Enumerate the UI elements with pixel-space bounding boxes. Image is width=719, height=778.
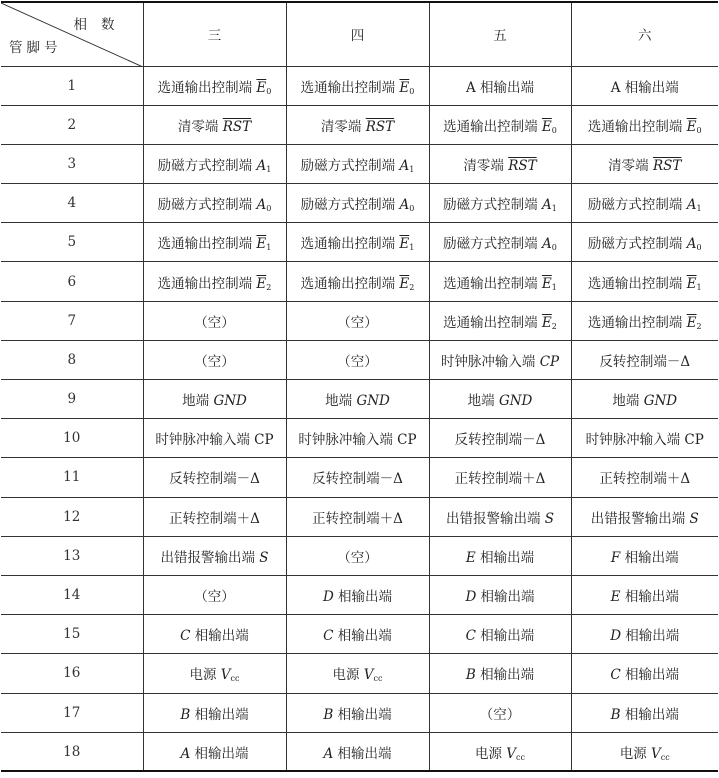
pin-function-cell-five — [429, 301, 571, 340]
table-row — [1, 458, 718, 497]
cell-text: 选通输出控制端 — [587, 275, 687, 292]
corner-label-pin-number: 管脚号 — [9, 39, 62, 56]
table-row — [1, 223, 718, 262]
signal-symbol: $\overline{RST}$ — [508, 157, 537, 174]
cell-text: 相输出端 — [475, 549, 535, 566]
table-row — [1, 615, 718, 654]
pin-table-body — [1, 2, 718, 771]
pin-function-cell-five — [429, 223, 571, 262]
signal-symbol: $\overline{E}$ — [256, 79, 267, 96]
table-row — [1, 497, 718, 536]
phase-letter: A — [323, 745, 334, 762]
pin-number-cell: 15 — [1, 615, 143, 654]
signal-symbol: A — [686, 236, 697, 253]
cell-text: 相输出端 — [333, 745, 392, 762]
cell-text: 励磁方式控制端 — [587, 197, 687, 214]
signal-subscript: cc — [230, 674, 240, 684]
cell-text: （空） — [337, 314, 378, 331]
pin-function-cell-six — [571, 340, 718, 379]
pin-function-cell-six — [571, 223, 718, 262]
pin-function-cell-five — [429, 144, 571, 183]
signal-symbol: $\overline{E}$ — [686, 118, 697, 135]
signal-symbol: A — [256, 157, 267, 174]
pin-function-cell-three — [143, 262, 286, 301]
cell-text: 反转控制端－Δ — [312, 471, 403, 488]
pin-function-cell-four — [286, 575, 429, 614]
cell-text: 清零端 — [320, 118, 366, 135]
pin-function-cell-five — [429, 262, 571, 301]
phase-letter: B — [610, 706, 621, 723]
pin-function-cell-six — [571, 654, 718, 693]
signal-subscript: cc — [516, 752, 525, 762]
cell-text: 反转控制端－Δ — [454, 432, 546, 449]
pin-function-cell-five — [429, 497, 571, 536]
pin-function-cell-three — [143, 419, 286, 458]
corner-label-phase-count: 相数 — [73, 17, 129, 33]
table-row — [1, 654, 718, 693]
pin-function-cell-three — [143, 693, 286, 732]
signal-subscript: cc — [660, 752, 670, 762]
signal-subscript: 0 — [696, 243, 702, 253]
pin-function-cell-three — [143, 615, 286, 654]
pin-function-cell-three — [143, 223, 286, 262]
pin-number-cell: 10 — [1, 419, 143, 458]
phase-letter: B — [180, 706, 191, 723]
cell-text: 地端 — [612, 393, 644, 410]
cell-text: 正转控制端＋Δ — [169, 510, 260, 527]
table-row — [1, 419, 718, 458]
pin-function-cell-four — [286, 184, 429, 223]
pin-function-cell-three — [143, 497, 286, 536]
cell-text: 相输出端 — [190, 628, 249, 645]
signal-subscript: 2 — [551, 321, 557, 331]
pin-function-cell-six — [571, 732, 718, 771]
pin-function-cell-three — [143, 458, 286, 497]
cell-text: 相输出端 — [190, 706, 249, 723]
cell-text: 相输出端 — [476, 589, 535, 606]
signal-symbol: S — [259, 549, 269, 566]
signal-symbol: $\overline{E}$ — [256, 275, 267, 292]
signal-subscript: 2 — [266, 282, 272, 292]
pin-function-cell-six — [571, 536, 718, 575]
signal-symbol: $\overline{RST}$ — [365, 118, 395, 135]
pin-number-cell: 3 — [1, 144, 143, 183]
signal-symbol: A — [256, 197, 267, 214]
cell-text: 出错报警输出端 — [590, 510, 690, 527]
phase-letter: E — [465, 549, 476, 566]
signal-subscript: 1 — [696, 282, 702, 292]
phase-letter: C — [610, 667, 621, 684]
cell-text: 选通输出控制端 — [443, 118, 542, 135]
cell-text: 电源 — [474, 745, 507, 762]
signal-symbol: GND — [643, 393, 678, 410]
table-row — [1, 66, 718, 105]
signal-subscript: 2 — [696, 321, 702, 331]
pin-number-cell: 14 — [1, 575, 143, 614]
signal-subscript: 0 — [551, 243, 557, 253]
signal-subscript: 0 — [409, 86, 415, 96]
cell-text: 相输出端 — [620, 589, 679, 606]
cell-text: 相输出端 — [333, 706, 392, 723]
pin-function-cell-four — [286, 458, 429, 497]
signal-subscript: 0 — [409, 204, 415, 214]
cell-text: 电源 — [189, 667, 221, 684]
phase-letter: C — [180, 628, 191, 645]
pin-function-cell-three — [143, 144, 286, 183]
cell-text: 选通输出控制端 — [157, 275, 257, 292]
cell-text: A 相输出端 — [465, 79, 535, 96]
pin-function-cell-five — [429, 458, 571, 497]
pin-function-cell-four — [286, 144, 429, 183]
signal-symbol: GND — [213, 393, 247, 410]
cell-text: 励磁方式控制端 — [300, 157, 400, 174]
table-row — [1, 144, 718, 183]
signal-symbol: $\overline{E}$ — [399, 275, 410, 292]
signal-symbol: $\overline{RST}$ — [652, 157, 682, 174]
cell-text: 选通输出控制端 — [300, 236, 400, 253]
signal-symbol: $\overline{RST}$ — [222, 118, 252, 135]
cell-text: 正转控制端＋Δ — [312, 510, 403, 527]
signal-subscript: 0 — [696, 125, 702, 135]
pin-function-cell-five — [429, 575, 571, 614]
signal-symbol: $\overline{E}$ — [541, 118, 552, 135]
pin-function-cell-six — [571, 419, 718, 458]
pin-function-cell-three — [143, 105, 286, 144]
pin-function-cell-four — [286, 536, 429, 575]
phase-letter: D — [465, 589, 477, 606]
cell-text: 励磁方式控制端 — [157, 157, 257, 174]
cell-text: （空） — [337, 549, 378, 566]
cell-text: 电源 — [332, 667, 364, 684]
cell-text: 选通输出控制端 — [157, 79, 257, 96]
cell-text: 清零端 — [463, 157, 509, 174]
signal-subscript: 1 — [266, 243, 272, 253]
pin-function-cell-six — [571, 380, 718, 419]
pin-function-cell-five — [429, 105, 571, 144]
phase-letter: C — [323, 628, 334, 645]
cell-text: 相输出端 — [475, 667, 535, 684]
pin-function-cell-three — [143, 732, 286, 771]
cell-text: 励磁方式控制端 — [443, 236, 542, 253]
pin-function-cell-five — [429, 419, 571, 458]
signal-symbol: A — [686, 197, 697, 214]
pin-function-cell-five — [429, 340, 571, 379]
cell-text: 正转控制端＋Δ — [599, 471, 691, 488]
signal-subscript: 1 — [409, 243, 415, 253]
cell-text: 反转控制端－Δ — [169, 471, 260, 488]
table-row — [1, 105, 718, 144]
column-header-five: 五 — [429, 2, 571, 66]
pin-function-cell-four — [286, 66, 429, 105]
pin-function-cell-five — [429, 184, 571, 223]
pin-number-cell: 9 — [1, 380, 143, 419]
pin-function-cell-four — [286, 654, 429, 693]
cell-text: A 相输出端 — [610, 79, 679, 96]
pin-number-cell: 1 — [1, 66, 143, 105]
signal-subscript: 0 — [266, 204, 272, 214]
pin-number-cell: 6 — [1, 262, 143, 301]
cell-text: 选通输出控制端 — [300, 79, 400, 96]
phase-letter: A — [180, 745, 191, 762]
pin-number-cell: 2 — [1, 105, 143, 144]
pin-number-cell: 7 — [1, 301, 143, 340]
signal-symbol: V — [651, 745, 661, 762]
cell-text: 相输出端 — [333, 589, 393, 606]
pin-function-cell-five — [429, 66, 571, 105]
cell-text: 时钟脉冲输入端 — [440, 353, 540, 370]
table-row — [1, 536, 718, 575]
signal-symbol: GND — [356, 393, 390, 410]
signal-symbol: CP — [539, 353, 560, 370]
pin-number-cell: 12 — [1, 497, 143, 536]
pin-table — [1, 1, 718, 772]
phase-letter: C — [465, 628, 477, 645]
cell-text: 选通输出控制端 — [587, 118, 687, 135]
pin-function-cell-six — [571, 262, 718, 301]
signal-symbol: $\overline{E}$ — [399, 79, 410, 96]
phase-letter: D — [322, 589, 334, 606]
pin-function-cell-three — [143, 66, 286, 105]
pin-function-cell-four — [286, 262, 429, 301]
column-header-six: 六 — [571, 2, 718, 66]
pin-function-cell-three — [143, 380, 286, 419]
signal-subscript: cc — [373, 674, 383, 684]
cell-text: （空） — [194, 589, 235, 606]
cell-text: 相输出端 — [476, 628, 535, 645]
cell-text: 相输出端 — [620, 667, 680, 684]
signal-symbol: $\overline{E}$ — [686, 314, 697, 331]
cell-text: 励磁方式控制端 — [443, 197, 542, 214]
pin-number-cell: 17 — [1, 693, 143, 732]
signal-subscript: 1 — [551, 282, 557, 292]
signal-symbol: $\overline{E}$ — [541, 314, 552, 331]
cell-text: 出错报警输出端 — [445, 510, 545, 527]
cell-text: 励磁方式控制端 — [157, 197, 257, 214]
cell-text: 相输出端 — [333, 628, 392, 645]
pin-number-cell: 8 — [1, 340, 143, 379]
pin-number-cell: 13 — [1, 536, 143, 575]
cell-text: 励磁方式控制端 — [300, 197, 400, 214]
cell-text: 地端 — [182, 393, 214, 410]
cell-text: 相输出端 — [190, 745, 249, 762]
signal-symbol: A — [541, 197, 552, 214]
cell-text: 地端 — [467, 393, 499, 410]
pin-function-cell-six — [571, 144, 718, 183]
phase-letter: B — [465, 667, 476, 684]
phase-letter: E — [610, 589, 621, 606]
signal-subscript: 0 — [551, 125, 557, 135]
pin-number-cell: 11 — [1, 458, 143, 497]
pin-function-cell-six — [571, 184, 718, 223]
pin-number-cell: 5 — [1, 223, 143, 262]
signal-subscript: 0 — [266, 86, 272, 96]
pin-function-cell-five — [429, 615, 571, 654]
pin-function-cell-five — [429, 654, 571, 693]
table-row — [1, 184, 718, 223]
pin-function-cell-six — [571, 301, 718, 340]
pin-function-cell-five — [429, 693, 571, 732]
pin-function-cell-three — [143, 575, 286, 614]
signal-subscript: 1 — [696, 204, 702, 214]
cell-text: 选通输出控制端 — [443, 275, 542, 292]
cell-text: 选通输出控制端 — [157, 236, 257, 253]
pin-function-cell-four — [286, 340, 429, 379]
phase-letter: F — [610, 549, 621, 566]
corner-header-cell — [1, 2, 143, 66]
cell-text: 时钟脉冲输入端 CP — [585, 432, 704, 449]
signal-subscript: 1 — [551, 204, 557, 214]
pin-function-cell-four — [286, 223, 429, 262]
pin-function-cell-three — [143, 536, 286, 575]
pin-function-cell-four — [286, 301, 429, 340]
table-row — [1, 380, 718, 419]
pin-function-cell-five — [429, 380, 571, 419]
signal-symbol: A — [399, 197, 410, 214]
signal-symbol: $\overline{E}$ — [399, 236, 410, 253]
signal-symbol: S — [689, 510, 699, 527]
pin-function-cell-three — [143, 654, 286, 693]
signal-symbol: A — [399, 157, 410, 174]
cell-text: 选通输出控制端 — [443, 314, 542, 331]
cell-text: 励磁方式控制端 — [587, 236, 687, 253]
pin-function-cell-six — [571, 458, 718, 497]
signal-symbol: V — [363, 667, 374, 684]
cell-text: （空） — [479, 706, 521, 723]
signal-symbol: $\overline{E}$ — [256, 236, 267, 253]
cell-text: 反转控制端－Δ — [599, 353, 691, 370]
pin-function-cell-four — [286, 419, 429, 458]
cell-text: 清零端 — [177, 118, 223, 135]
pin-function-cell-six — [571, 575, 718, 614]
table-row — [1, 340, 718, 379]
signal-symbol: V — [506, 745, 517, 762]
pin-function-cell-six — [571, 105, 718, 144]
pin-number-cell: 16 — [1, 654, 143, 693]
pin-function-cell-three — [143, 301, 286, 340]
pin-number-cell: 18 — [1, 732, 143, 771]
pin-function-cell-three — [143, 340, 286, 379]
pin-function-cell-six — [571, 497, 718, 536]
signal-symbol: $\overline{E}$ — [686, 275, 697, 292]
pin-function-cell-five — [429, 536, 571, 575]
table-row — [1, 575, 718, 614]
cell-text: 清零端 — [608, 157, 653, 174]
cell-text: （空） — [194, 314, 235, 331]
table-row — [1, 693, 718, 732]
table-row — [1, 732, 718, 771]
pin-function-cell-four — [286, 732, 429, 771]
cell-text: 正转控制端＋Δ — [454, 471, 546, 488]
cell-text: （空） — [337, 353, 378, 370]
phase-letter: D — [610, 628, 622, 645]
cell-text: 相输出端 — [620, 706, 679, 723]
pin-function-cell-six — [571, 66, 718, 105]
signal-subscript: 2 — [409, 282, 415, 292]
table-row — [1, 262, 718, 301]
cell-text: 时钟脉冲输入端 CP — [298, 432, 417, 449]
cell-text: （空） — [194, 353, 235, 370]
pin-function-cell-three — [143, 184, 286, 223]
cell-text: 选通输出控制端 — [300, 275, 400, 292]
cell-text: 相输出端 — [620, 549, 679, 566]
pin-number-cell: 4 — [1, 184, 143, 223]
cell-text: 相输出端 — [621, 628, 680, 645]
pin-function-cell-four — [286, 105, 429, 144]
pin-function-cell-five — [429, 732, 571, 771]
signal-subscript: 1 — [266, 164, 272, 174]
header-row — [1, 2, 718, 66]
cell-text: 选通输出控制端 — [587, 314, 687, 331]
signal-symbol: A — [541, 236, 552, 253]
pin-function-cell-four — [286, 497, 429, 536]
phase-letter: B — [323, 706, 334, 723]
column-header-three: 三 — [143, 2, 286, 66]
table-row — [1, 301, 718, 340]
cell-text: 时钟脉冲输入端 CP — [155, 432, 274, 449]
pin-function-cell-four — [286, 615, 429, 654]
pin-function-cell-four — [286, 380, 429, 419]
cell-text: 出错报警输出端 — [160, 549, 260, 566]
signal-symbol: V — [220, 667, 231, 684]
cell-text: 地端 — [325, 393, 357, 410]
column-header-four: 四 — [286, 2, 429, 66]
signal-subscript: 1 — [409, 164, 415, 174]
signal-symbol: GND — [498, 393, 533, 410]
signal-symbol: $\overline{E}$ — [541, 275, 552, 292]
signal-symbol: S — [544, 510, 555, 527]
pin-function-cell-six — [571, 615, 718, 654]
pin-function-cell-four — [286, 693, 429, 732]
pin-function-cell-six — [571, 693, 718, 732]
cell-text: 电源 — [619, 745, 652, 762]
